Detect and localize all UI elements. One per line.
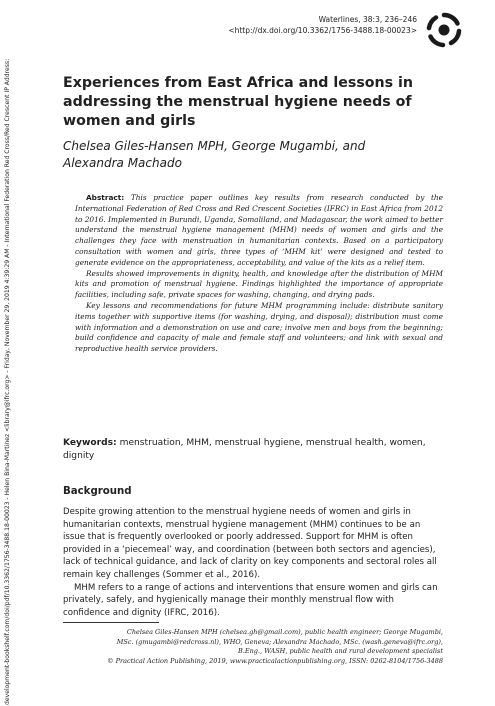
footnote-line-3: B.Eng., WASH, public health and rural development specialist (238, 647, 443, 656)
doi-link[interactable]: <http://dx.doi.org/10.3362/1756-3488.18-00023> (228, 26, 417, 35)
abstract-label: Abstract: (86, 193, 125, 202)
keywords (63, 437, 443, 463)
abstract-paragraph-1 (75, 193, 443, 269)
open-access-circle-icon (424, 10, 464, 50)
keywords-text: menstruation, MHM, menstrual hygiene, menstrual health, women, dignity (63, 438, 426, 461)
abstract-paragraph-3: Key lessons and recommendations for future MHM programming include: distribute sanitary items together with supportive items (for washing, drying, and disposal); distribution must come with information and a demonstration on use and care; involve men and boys from the beginning; build confidence and capacity of male and female staff and volunteers; and link with sexual and reproductive health service providers. (75, 300, 443, 354)
paper-title: Experiences from East Africa and lessons in addressing the menstrual hygiene needs of women and girls (63, 75, 413, 129)
body-paragraph-2: MHM refers to a range of actions and interventions that ensure women and girls can privately, safely, and hygienically manage their monthly menstrual flow with confidence and dignity (IFRC, 2016). (63, 582, 438, 618)
keywords-label: Keywords: (63, 438, 117, 448)
footnote-divider (63, 622, 159, 623)
footnote-line-1: Chelsea Giles-Hansen MPH (chelsea.gh@gmail.com), public health engineer; George Mugambi, (126, 628, 443, 636)
body-text (63, 506, 443, 619)
body-paragraph-1: Despite growing attention to the menstrual hygiene needs of women and girls in humanitarian contexts, menstrual hygiene management (MHM) continues to be an issue that is frequently overlooked or poorly addressed. Support for MHM is often provided in a ‘piecemeal’ way, and coordination (between both sectors and agencies), lack of technical guidance, and lack of clarity on key components and sectoral roles all remain key challenges (Sommer et al., 2016). (63, 507, 437, 580)
abstract-paragraph-2: Results showed improvements in dignity, health, and knowledge after the distribution of MHM kits and promotion of menstrual hygiene. Findings highlighted the importance of appropriate facilities, including safe, private spaces for washing, changing, and drying pads. (75, 268, 443, 300)
copyright-line: © Practical Action Publishing, 2019, www.practicalactionpublishing.org, ISSN: 0262-8104/1756-3488 (107, 656, 443, 665)
journal-volume: Waterlines, 38:3, 236–246 (318, 15, 417, 24)
author-footnote (63, 628, 443, 666)
section-heading: Background (63, 486, 132, 497)
author-list: Chelsea Giles-Hansen MPH, George Mugambi, and Alexandra Machado (63, 139, 366, 170)
abstract-text-1: This practice paper outlines key results from research conducted by the International Federation of Red Cross and Red Crescent Societies (IFRC) in East Africa from 2012 to 2016. Implemented in Burundi, Uganda, Somaliland, and Madagascar, the work aimed to better understand the menstrual hygiene management (MHM) needs of women and girls and the challenges they face with menstruation in humanitarian contexts. Based on a participatory consultation with women and girls, three types of ‘MHM kit’ were designed and tested to generate evidence on the appropriateness, acceptability, and value of the kits as a relief item. (75, 193, 443, 267)
abstract (75, 193, 443, 355)
download-watermark: development-bookshelf.com/doi/pdf/10.3362/1756-3488.18-00023 - Helen Bina-Martinez <library@ifrc.org> - Friday, November 29, 2019 4:39:29 AM - International Federation Red Cross/Red Crescent IP Address: (4, 58, 11, 705)
side-watermark-strip (2, 0, 12, 706)
journal-citation (228, 14, 417, 36)
footnote-line-2: MSc. (gmugambi@redcross.nl), WHO, Geneva; Alexandra Machado, MSc. (wash.geneva@ifrc.org), (116, 637, 443, 646)
